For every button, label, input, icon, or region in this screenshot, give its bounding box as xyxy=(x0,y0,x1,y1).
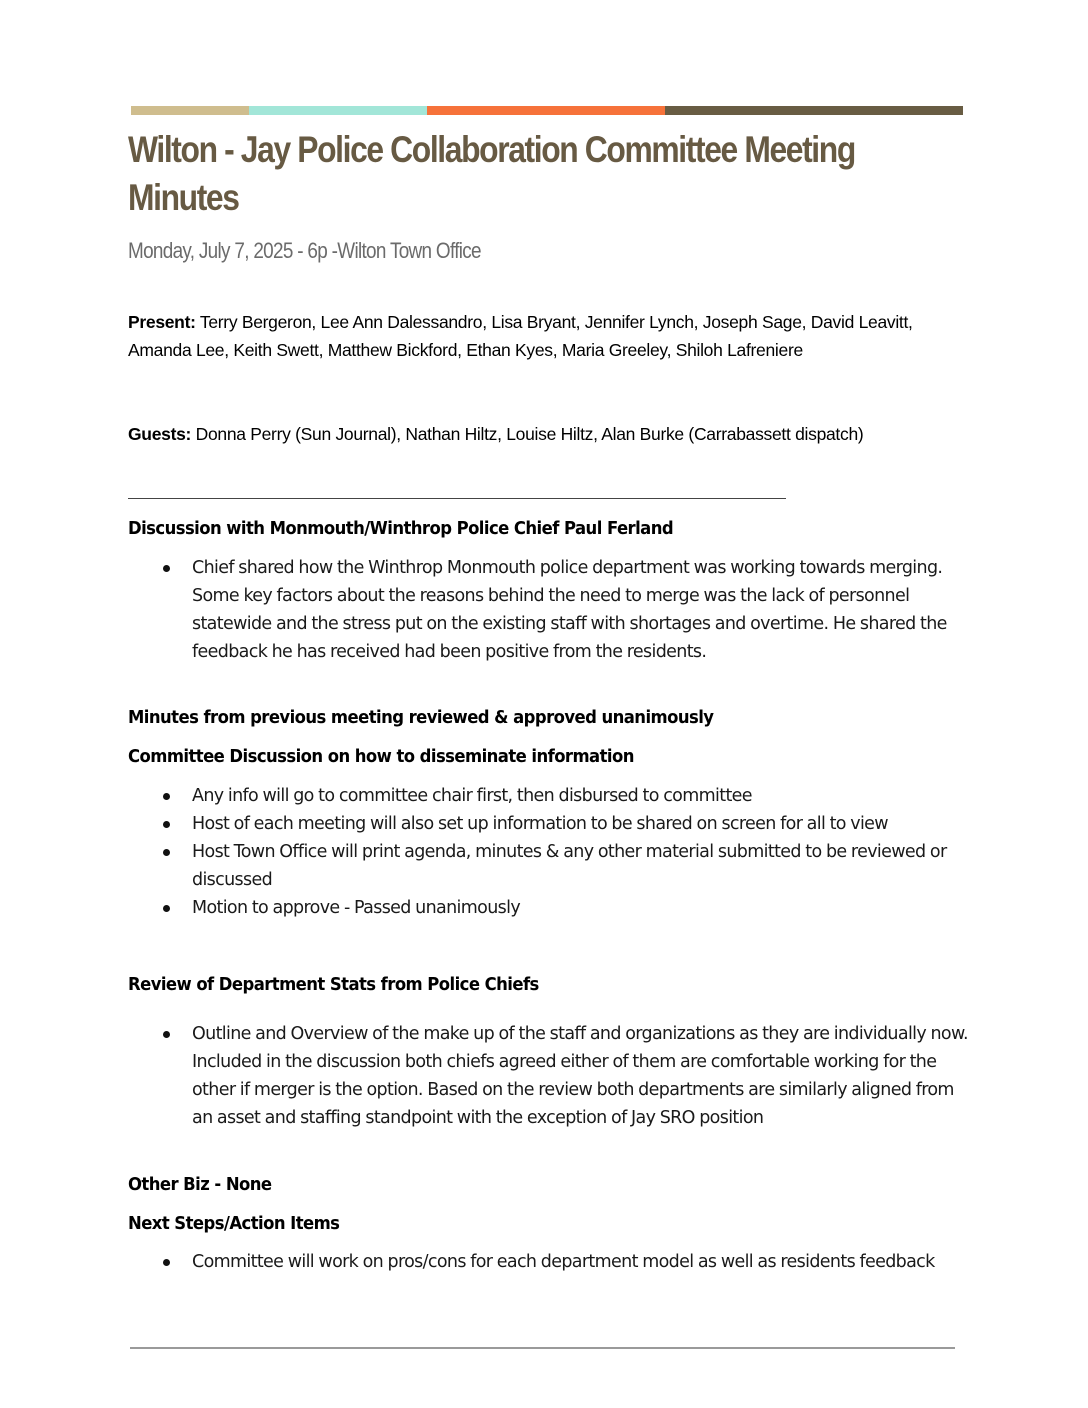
color-bar-orange xyxy=(427,106,665,115)
color-bar-brown xyxy=(665,106,963,115)
header-color-bar xyxy=(131,106,963,115)
list-item: Committee will work on pros/cons for each department model as well as residents feedback xyxy=(128,1248,968,1276)
list-item: Any info will go to committee chair first, then disbursed to committee xyxy=(128,782,968,810)
document-title: Wilton - Jay Police Collaboration Committee Meeting Minutes xyxy=(128,129,855,218)
color-bar-teal xyxy=(249,106,427,115)
guests-names: Donna Perry (Sun Journal), Nathan Hiltz, Louise Hiltz, Alan Burke (Carrabassett dispatch) xyxy=(195,424,864,444)
guests-label: Guests: xyxy=(128,424,192,444)
color-bar-tan xyxy=(131,106,249,115)
bullet-icon xyxy=(163,565,170,572)
bullet-icon xyxy=(163,1031,170,1038)
bullet-icon xyxy=(163,821,170,828)
present-names: Terry Bergeron, Lee Ann Dalessandro, Lisa Bryant, Jennifer Lynch, Joseph Sage, David Leavitt, Amanda Lee, Keith Swett, Matthew Bickford, Ethan Kyes, Maria Greeley, Shiloh Lafreniere xyxy=(128,312,913,360)
section-heading: Discussion with Monmouth/Winthrop Police Chief Paul Ferland xyxy=(128,519,674,539)
section-item-list xyxy=(128,782,968,922)
present-list xyxy=(128,308,958,364)
list-item: Chief shared how the Winthrop Monmouth police department was working towards merging. Some key factors about the reasons behind the need to merge was the lack of personnel statewide and the stress put on the existing staff with shortages and overtime. He shared the feedback he has received had been positive from the residents. xyxy=(128,554,968,666)
section-heading: Minutes from previous meeting reviewed & approved unanimously xyxy=(128,708,714,728)
section-item-list xyxy=(128,554,968,666)
section-heading: Other Biz - None xyxy=(128,1175,272,1195)
list-item: Host Town Office will print agenda, minutes & any other material submitted to be reviewed or discussed xyxy=(128,838,968,894)
section-item-list xyxy=(128,1248,968,1276)
list-item: Host of each meeting will also set up information to be shared on screen for all to view xyxy=(128,810,968,838)
bullet-icon xyxy=(163,905,170,912)
meeting-date-location: Monday, July 7, 2025 - 6p -Wilton Town Office xyxy=(128,238,481,263)
bullet-icon xyxy=(163,793,170,800)
footer-rule xyxy=(130,1347,955,1349)
bullet-icon xyxy=(163,1259,170,1266)
guests-list xyxy=(128,420,958,448)
list-item: Outline and Overview of the make up of the staff and organizations as they are individually now. Included in the discussion both chiefs agreed either of them are comfortable working for the other if merger is the option. Based on the review both departments are similarly aligned from an asset and staffing standpoint with the exception of Jay SRO position xyxy=(128,1020,968,1132)
section-heading: Review of Department Stats from Police Chiefs xyxy=(128,975,539,995)
list-item: Motion to approve - Passed unanimously xyxy=(128,894,968,922)
present-label: Present: xyxy=(128,312,196,332)
bullet-icon xyxy=(163,849,170,856)
separator-line xyxy=(128,498,786,499)
section-item-list xyxy=(128,1020,968,1132)
section-heading: Committee Discussion on how to disseminate information xyxy=(128,747,634,767)
section-heading: Next Steps/Action Items xyxy=(128,1214,340,1234)
